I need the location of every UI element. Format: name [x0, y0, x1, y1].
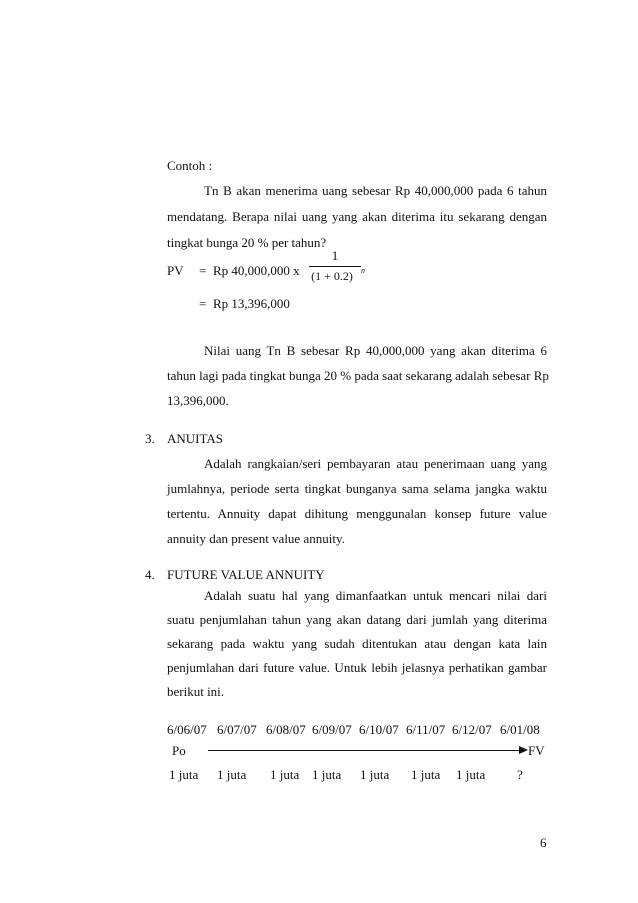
formula-fraction-bar	[309, 266, 361, 267]
formula-result: Rp 13,396,000	[213, 296, 290, 311]
problem-line-3: tingkat bunga 20 % per tahun?	[167, 235, 327, 250]
section-3-line-3: tertentu. Annuity dapat dihitung menggunalan konsep future value	[167, 506, 547, 521]
timeline-date-2: 6/07/07	[217, 722, 257, 737]
formula-denominator: (1 + 0.2)	[311, 269, 353, 283]
timeline-date-4: 6/09/07	[312, 722, 352, 737]
timeline-date-8: 6/01/08	[500, 722, 540, 737]
section-4-number: 4.	[145, 567, 155, 582]
section-3-line-4: annuity dan present value annuity.	[167, 531, 345, 546]
timeline-amount-4: 1 juta	[312, 767, 342, 782]
section-3-line-2: jumlahnya, periode serta tingkat bunganya sama selama jangka waktu	[167, 481, 547, 496]
timeline-end-label: FV	[528, 743, 545, 758]
timeline-arrow-head-icon	[519, 746, 528, 754]
formula-exponent: n	[361, 266, 365, 275]
timeline-amount-7: 1 juta	[456, 767, 486, 782]
timeline-date-7: 6/12/07	[452, 722, 492, 737]
section-4-line-3: sekarang pada waktu yang sudah ditentukan atau dengan kata lain	[167, 636, 547, 651]
formula-principal: Rp 40,000,000 x	[213, 263, 300, 278]
timeline-amount-1: 1 juta	[169, 767, 199, 782]
formula-equals-1: =	[199, 263, 207, 278]
section-3-title: ANUITAS	[167, 431, 224, 446]
timeline-date-5: 6/10/07	[359, 722, 399, 737]
section-4-title: FUTURE VALUE ANNUITY	[167, 567, 325, 582]
conclusion-line-1: Nilai uang Tn B sebesar Rp 40,000,000 yang akan diterima 6	[204, 343, 547, 358]
timeline-date-6: 6/11/07	[406, 722, 446, 737]
example-label: Contoh :	[167, 158, 213, 173]
section-3-line-1: Adalah rangkaian/seri pembayaran atau penerimaan uang yang	[204, 456, 547, 471]
section-4-line-2: suatu penjumlahan tahun yang akan datang dari jumlah yang diterima	[167, 612, 547, 627]
timeline-amount-6: 1 juta	[411, 767, 441, 782]
timeline-arrow-line	[208, 750, 521, 751]
conclusion-line-2: tahun lagi pada tingkat bunga 20 % pada saat sekarang adalah sebesar Rp	[167, 368, 549, 383]
timeline-start-label: Po	[172, 743, 186, 758]
timeline-amount-3: 1 juta	[270, 767, 300, 782]
formula-equals-2: =	[199, 296, 207, 311]
section-4-line-5: berikut ini.	[167, 684, 225, 699]
section-3-number: 3.	[145, 431, 155, 446]
timeline-amount-2: 1 juta	[217, 767, 247, 782]
page-number: 6	[540, 835, 547, 850]
conclusion-line-3: 13,396,000.	[167, 393, 229, 408]
section-4-line-1: Adalah suatu hal yang dimanfaatkan untuk mencari nilai dari	[204, 588, 547, 603]
section-4-line-4: penjumlahan dari future value. Untuk lebih jelasnya perhatikan gambar	[167, 660, 547, 675]
formula-pv: PV	[167, 263, 184, 278]
timeline-amount-5: 1 juta	[360, 767, 390, 782]
formula-numerator: 1	[331, 248, 339, 263]
problem-line-2: mendatang. Berapa nilai uang yang akan diterima itu sekarang dengan	[167, 209, 547, 224]
timeline-date-3: 6/08/07	[266, 722, 306, 737]
timeline-amount-8: ?	[517, 767, 523, 782]
problem-line-1: Tn B akan menerima uang sebesar Rp 40,000,000 pada 6 tahun	[204, 183, 547, 198]
timeline-date-1: 6/06/07	[167, 722, 207, 737]
